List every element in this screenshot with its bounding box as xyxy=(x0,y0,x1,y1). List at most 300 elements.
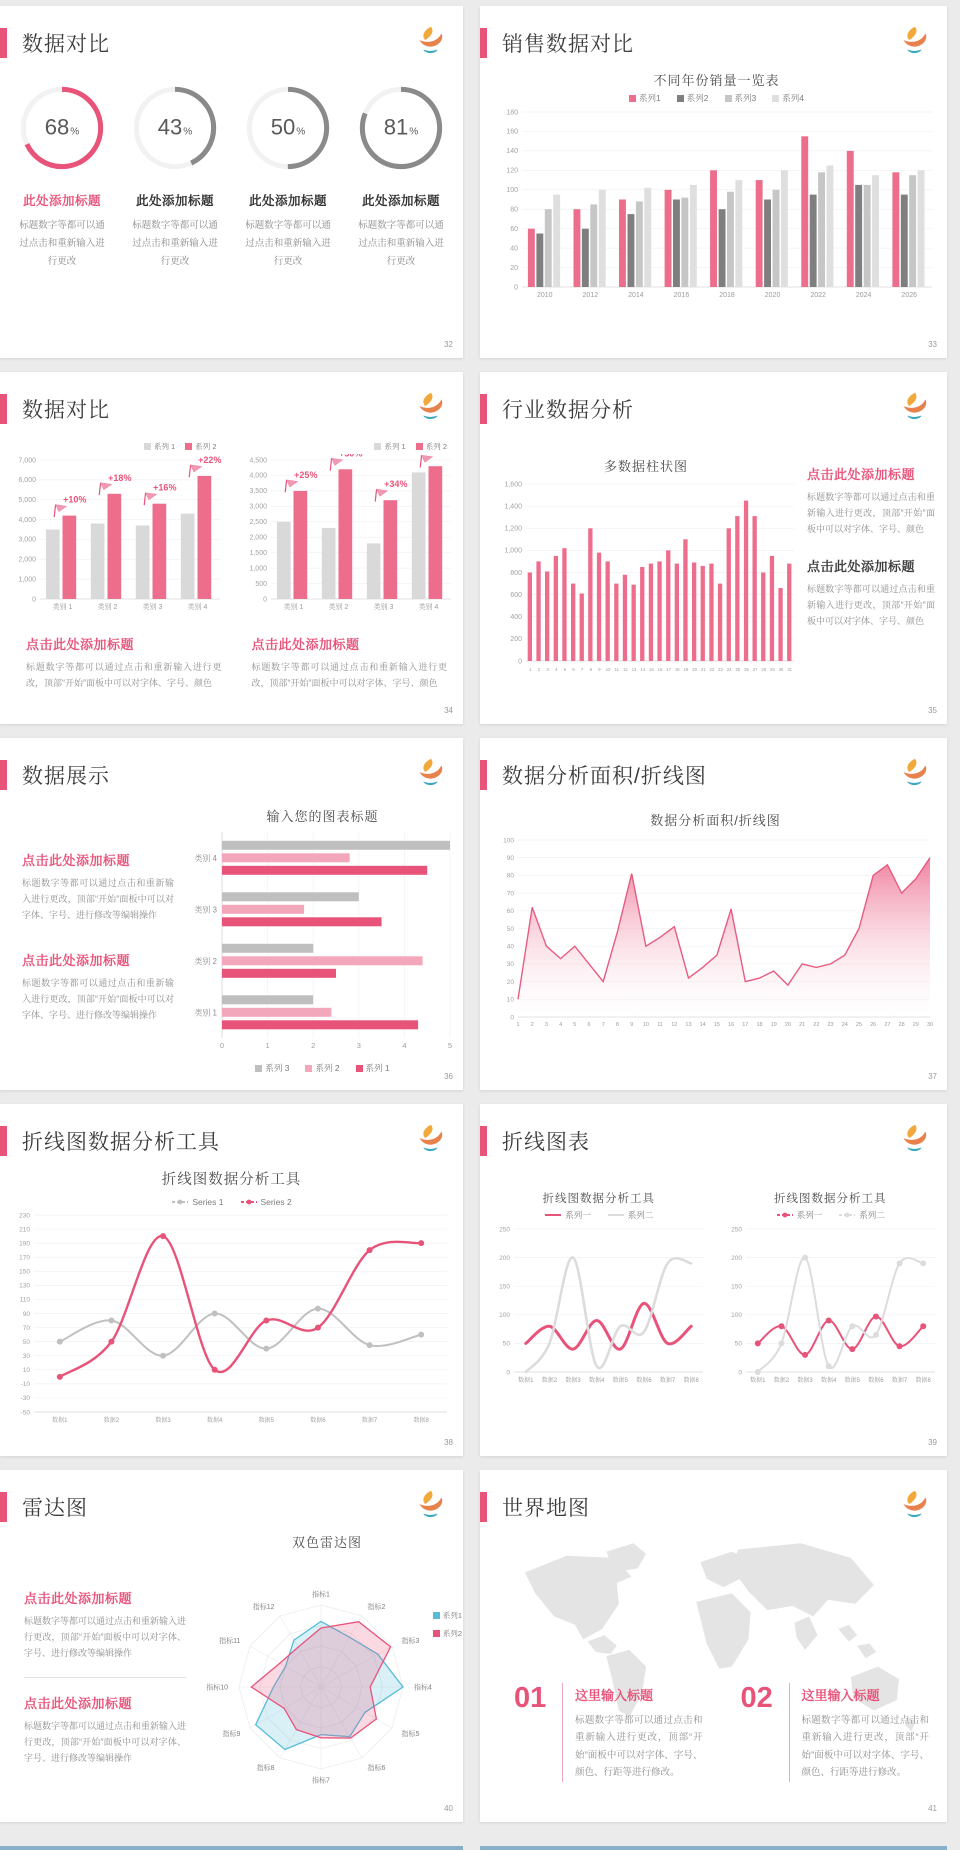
slide-thumbnail-39[interactable] xyxy=(480,1104,947,1456)
svg-text:3: 3 xyxy=(546,667,549,672)
svg-text:180: 180 xyxy=(506,109,518,117)
svg-text:50: 50 xyxy=(734,1340,742,1348)
legend-item: Series 1 xyxy=(171,1197,223,1207)
svg-text:2026: 2026 xyxy=(901,292,918,299)
svg-text:数据2: 数据2 xyxy=(773,1378,789,1384)
title-accent-bar xyxy=(0,1126,7,1156)
svg-text:40: 40 xyxy=(506,943,514,951)
chart-title: 折线图数据分析工具 xyxy=(161,1172,302,1188)
svg-text:+16%: +16% xyxy=(153,482,177,493)
svg-text:80: 80 xyxy=(506,872,514,880)
numbered-item-02 xyxy=(741,1683,930,1782)
svg-text:200: 200 xyxy=(499,1254,510,1262)
donut-text-line: 过点击和重新输入进 xyxy=(358,238,444,250)
svg-text:150: 150 xyxy=(499,1283,510,1291)
caption-title: 点击此处添加标题 xyxy=(22,853,131,868)
chart-legend xyxy=(433,1610,462,1639)
svg-text:210: 210 xyxy=(19,1226,30,1234)
title-accent-bar xyxy=(480,394,487,424)
caption-block xyxy=(22,950,174,1024)
donut-text-line: 行更改 xyxy=(47,256,77,268)
flag-icon xyxy=(142,491,158,505)
slide-title: 数据展示 xyxy=(22,765,110,788)
caption-block xyxy=(252,634,448,691)
brand-logo-icon xyxy=(411,1120,449,1158)
svg-text:43%: 43% xyxy=(157,114,193,140)
legend-item: 系列 2 xyxy=(305,1062,339,1074)
page-number: 36 xyxy=(444,1072,453,1081)
svg-text:30: 30 xyxy=(506,961,514,969)
svg-text:+50% xyxy=(339,454,362,458)
divider xyxy=(24,1677,186,1678)
page-number: 37 xyxy=(928,1072,937,1081)
legend-item: 系列一 xyxy=(565,1210,591,1220)
brand-logo-icon xyxy=(411,22,449,60)
svg-text:类别 4: 类别 4 xyxy=(194,853,217,863)
slide-title: 行业数据分析 xyxy=(502,399,634,422)
svg-text:68%: 68% xyxy=(44,114,80,140)
svg-text:250: 250 xyxy=(499,1226,510,1234)
flag-icon xyxy=(52,503,68,517)
legend-swatch xyxy=(772,95,779,102)
brand-logo-icon xyxy=(895,1486,933,1524)
svg-text:3: 3 xyxy=(544,1022,548,1028)
donut-item xyxy=(10,82,114,271)
svg-text:15: 15 xyxy=(713,1022,720,1028)
chart-svg xyxy=(488,1223,709,1387)
donut-item xyxy=(123,82,227,271)
svg-text:21: 21 xyxy=(700,667,706,672)
svg-text:2022: 2022 xyxy=(810,292,826,299)
flag-icon xyxy=(187,463,203,477)
svg-text:数据6: 数据6 xyxy=(310,1418,326,1424)
mini-line-chart-left xyxy=(488,1190,710,1392)
legend-swatch xyxy=(255,1065,262,1072)
svg-text:类别 3: 类别 3 xyxy=(194,905,217,915)
title-accent-bar xyxy=(0,760,7,790)
chart-svg xyxy=(198,1554,456,1812)
industry-bar-chart xyxy=(494,456,798,681)
legend-item: 系列 1 xyxy=(374,441,405,452)
caption-title: 点击此处添加标题 xyxy=(24,1591,133,1606)
caption-text: 标题数字等都可以通过点击和重新输入进行更改，顶部“开始”面板中可以对字体、字号、进行修改等编辑操作 xyxy=(22,977,174,1020)
svg-text:27: 27 xyxy=(752,667,758,672)
svg-text:60: 60 xyxy=(510,225,518,233)
svg-text:22: 22 xyxy=(709,667,715,672)
svg-text:2014: 2014 xyxy=(628,292,644,299)
svg-text:16: 16 xyxy=(657,667,663,672)
donut-ring xyxy=(129,82,221,174)
svg-text:30: 30 xyxy=(926,1022,934,1028)
svg-text:150: 150 xyxy=(19,1268,30,1276)
slide-thumbnail-35[interactable] xyxy=(480,372,947,724)
chart-svg xyxy=(492,832,936,1032)
svg-text:2012: 2012 xyxy=(582,292,599,299)
slide-title: 折线图表 xyxy=(502,1131,590,1154)
page-number: 38 xyxy=(444,1438,453,1447)
svg-text:120: 120 xyxy=(506,167,518,175)
svg-text:70: 70 xyxy=(506,890,514,898)
svg-text:1: 1 xyxy=(529,667,532,672)
legend-item: 系列 1 xyxy=(356,1062,390,1074)
slide-title: 销售数据对比 xyxy=(502,33,634,56)
donut-title: 此处添加标题 xyxy=(361,194,440,208)
legend-swatch xyxy=(416,443,423,450)
svg-text:指标8: 指标8 xyxy=(256,1765,275,1773)
line-chart xyxy=(8,1168,455,1432)
svg-text:18: 18 xyxy=(674,667,680,672)
legend-item: 系列4 xyxy=(772,92,804,104)
slide-thumbnail-37[interactable] xyxy=(480,738,947,1090)
chart-legend xyxy=(720,1209,942,1221)
legend-swatch xyxy=(144,443,151,450)
svg-text:7,000: 7,000 xyxy=(18,457,36,465)
caption-title: 点击此处添加标题 xyxy=(22,952,131,968)
svg-text:3,000: 3,000 xyxy=(248,503,267,511)
caption-block xyxy=(807,556,935,630)
donut-text-line: 过点击和重新输入进 xyxy=(245,238,331,250)
chart-svg xyxy=(8,1209,453,1427)
chart-svg xyxy=(720,1223,941,1387)
legend-swatch xyxy=(374,443,381,450)
next-row-slide-edge xyxy=(480,1846,947,1850)
svg-text:14: 14 xyxy=(699,1022,706,1028)
svg-text:0: 0 xyxy=(518,658,522,666)
svg-text:250: 250 xyxy=(730,1226,742,1234)
svg-text:指标3: 指标3 xyxy=(401,1638,420,1645)
svg-text:指标10: 指标10 xyxy=(206,1684,228,1692)
slide-title: 世界地图 xyxy=(502,1497,590,1520)
svg-text:数据1: 数据1 xyxy=(52,1418,68,1424)
slide-thumbnail-32[interactable] xyxy=(0,6,463,358)
svg-text:1,000: 1,000 xyxy=(504,547,522,555)
svg-text:数据5: 数据5 xyxy=(844,1378,860,1384)
svg-text:0: 0 xyxy=(737,1369,742,1377)
svg-text:24: 24 xyxy=(726,667,732,672)
svg-text:指标6: 指标6 xyxy=(367,1765,386,1773)
area-chart xyxy=(492,810,939,1037)
chart-title: 多数据柱状图 xyxy=(603,459,688,474)
svg-text:7: 7 xyxy=(601,1022,605,1028)
donut-chart-row xyxy=(10,82,453,271)
svg-text:4: 4 xyxy=(559,1022,563,1028)
svg-text:指标2: 指标2 xyxy=(367,1603,386,1611)
svg-text:数据5: 数据5 xyxy=(612,1378,628,1384)
legend-swatch xyxy=(629,95,636,102)
legend-item: 系列2 xyxy=(433,1628,462,1639)
svg-text:0: 0 xyxy=(219,1041,225,1050)
numbered-item-01 xyxy=(514,1683,703,1782)
item-number: 01 xyxy=(514,1681,547,1714)
svg-text:19: 19 xyxy=(770,1022,777,1028)
title-accent-bar xyxy=(480,1126,487,1156)
svg-text:130: 130 xyxy=(19,1282,30,1290)
svg-text:数据4: 数据4 xyxy=(207,1418,223,1424)
svg-text:类别 3: 类别 3 xyxy=(373,604,393,611)
svg-text:数据8: 数据8 xyxy=(683,1378,699,1384)
flag-icon xyxy=(418,454,434,468)
svg-text:18: 18 xyxy=(756,1022,763,1028)
slide-header xyxy=(480,26,947,62)
svg-text:数据7: 数据7 xyxy=(659,1378,676,1384)
donut-ring xyxy=(355,82,447,174)
mini-line-chart-right xyxy=(720,1190,942,1392)
svg-text:数据4: 数据4 xyxy=(820,1378,836,1384)
svg-text:230: 230 xyxy=(19,1212,30,1220)
svg-text:类别 4: 类别 4 xyxy=(187,604,208,611)
donut-title: 此处添加标题 xyxy=(248,194,327,208)
svg-text:600: 600 xyxy=(510,591,522,599)
svg-text:5: 5 xyxy=(447,1041,453,1050)
legend-swatch xyxy=(305,1065,312,1072)
donut-text-line: 标题数字等都可以通 xyxy=(19,220,105,231)
slide-thumbnail-41[interactable] xyxy=(480,1470,947,1822)
caption-text: 标题数字等都可以通过点击和重新输入进行更改，顶部“开始”面板中可以对字体、字号、进行修改等编辑操作 xyxy=(22,878,174,921)
caption-text: 标题数字等都可以通过点击和重新输入进行更改，顶部“开始”面板中可以对字体、字号、颜色 xyxy=(807,492,935,535)
svg-text:1: 1 xyxy=(516,1022,520,1028)
svg-text:800: 800 xyxy=(510,569,522,577)
svg-text:14: 14 xyxy=(640,667,646,672)
svg-text:50: 50 xyxy=(22,1338,30,1346)
page-number: 32 xyxy=(444,340,453,349)
svg-text:0: 0 xyxy=(262,596,267,604)
chart-legend xyxy=(8,441,225,452)
svg-text:27: 27 xyxy=(884,1022,891,1028)
svg-text:190: 190 xyxy=(19,1240,30,1248)
chart-title: 数据分析面积/折线图 xyxy=(650,813,781,828)
sales-bar-chart xyxy=(496,70,937,307)
legend-item: 系列二 xyxy=(838,1209,885,1221)
title-accent-bar xyxy=(480,1492,487,1522)
legend-swatch xyxy=(185,443,192,450)
slide-header xyxy=(0,26,463,62)
legend-item: 系列1 xyxy=(433,1610,462,1621)
slide-thumbnail-36[interactable] xyxy=(0,738,463,1090)
page-number: 41 xyxy=(928,1804,937,1813)
legend-item: Series 2 xyxy=(240,1197,292,1207)
donut-text-line: 过点击和重新输入进 xyxy=(19,238,105,250)
svg-text:25: 25 xyxy=(735,667,741,672)
svg-text:1,400: 1,400 xyxy=(504,503,522,511)
hbar-chart xyxy=(188,806,457,1076)
svg-text:28: 28 xyxy=(898,1022,905,1028)
svg-text:数据5: 数据5 xyxy=(258,1418,274,1424)
svg-text:数据8: 数据8 xyxy=(915,1378,931,1384)
chart-svg xyxy=(8,454,224,614)
svg-text:11: 11 xyxy=(614,667,619,672)
svg-text:指标4: 指标4 xyxy=(414,1684,432,1692)
svg-text:类别 2: 类别 2 xyxy=(328,604,348,611)
brand-logo-icon xyxy=(895,754,933,792)
svg-text:13: 13 xyxy=(685,1022,692,1028)
page-number: 40 xyxy=(444,1804,453,1813)
svg-text:22: 22 xyxy=(813,1022,820,1028)
svg-text:23: 23 xyxy=(827,1022,834,1028)
chart-title: 双色雷达图 xyxy=(291,1535,362,1550)
svg-text:160: 160 xyxy=(506,128,518,136)
svg-text:10: 10 xyxy=(642,1022,649,1028)
item-title: 这里输入标题 xyxy=(575,1687,654,1703)
donut-text-line: 行更改 xyxy=(386,256,416,268)
svg-text:30: 30 xyxy=(778,667,784,672)
brand-logo-icon xyxy=(895,1120,933,1158)
brand-logo-icon xyxy=(411,388,449,426)
title-accent-bar xyxy=(0,394,7,424)
svg-text:81%: 81% xyxy=(383,114,419,140)
slide-thumbnail-38[interactable] xyxy=(0,1104,463,1456)
svg-text:9: 9 xyxy=(598,667,601,672)
legend-item: 系列二 xyxy=(627,1210,654,1220)
donut-text-line: 行更改 xyxy=(160,256,190,268)
chart-svg xyxy=(239,454,455,614)
page-number: 33 xyxy=(928,340,937,349)
svg-text:26: 26 xyxy=(744,667,749,672)
svg-text:17: 17 xyxy=(666,667,671,672)
svg-text:1: 1 xyxy=(265,1041,270,1050)
donut-item xyxy=(236,82,340,271)
svg-text:24: 24 xyxy=(841,1022,848,1028)
svg-text:2016: 2016 xyxy=(673,292,690,299)
page-number: 34 xyxy=(444,706,453,715)
svg-text:类别 4: 类别 4 xyxy=(418,604,438,611)
item-number: 02 xyxy=(740,1681,773,1714)
flag-icon xyxy=(283,478,299,492)
legend-swatch xyxy=(433,1630,440,1637)
brand-logo-icon xyxy=(411,1486,449,1524)
legend-item: 系列 1 xyxy=(144,441,175,452)
chart-legend xyxy=(496,92,937,104)
caption-title: 点击此处添加标题 xyxy=(807,467,916,482)
slide-title: 数据分析面积/折线图 xyxy=(502,765,707,788)
legend-item: 系列 2 xyxy=(185,441,216,452)
donut-title: 此处添加标题 xyxy=(22,194,101,208)
svg-text:20: 20 xyxy=(784,1022,791,1028)
svg-text:6,000: 6,000 xyxy=(18,477,36,485)
svg-text:数据6: 数据6 xyxy=(867,1378,884,1384)
item-title: 这里输入标题 xyxy=(801,1687,880,1703)
svg-text:5: 5 xyxy=(573,1022,577,1028)
flag-icon xyxy=(328,456,344,470)
slide-header xyxy=(480,1124,947,1160)
slide-title: 折线图数据分析工具 xyxy=(22,1131,220,1154)
slide-thumbnail-34[interactable] xyxy=(0,372,463,724)
chart-title: 不同年份销量一览表 xyxy=(653,73,780,88)
svg-text:20: 20 xyxy=(506,978,514,986)
svg-text:+10%: +10% xyxy=(63,494,87,505)
svg-text:10: 10 xyxy=(506,996,514,1004)
chart-title: 折线图数据分析工具 xyxy=(542,1193,655,1205)
caption-block xyxy=(22,850,174,924)
title-accent-bar xyxy=(480,760,487,790)
donut-text-line: 行更改 xyxy=(273,256,303,268)
page-number: 39 xyxy=(928,1438,937,1447)
svg-text:数据1: 数据1 xyxy=(518,1378,534,1384)
slide-thumbnail-40[interactable] xyxy=(0,1470,463,1822)
svg-text:100: 100 xyxy=(506,187,518,195)
svg-text:+34%: +34% xyxy=(383,479,407,490)
svg-text:13: 13 xyxy=(631,667,637,672)
svg-text:90: 90 xyxy=(506,855,514,862)
chart-svg xyxy=(494,478,798,676)
svg-text:-10: -10 xyxy=(20,1381,30,1389)
svg-text:0: 0 xyxy=(510,1014,514,1022)
svg-text:2018: 2018 xyxy=(719,292,735,299)
svg-text:7: 7 xyxy=(581,667,584,672)
slide-thumbnail-33[interactable] xyxy=(480,6,947,358)
next-row-slide-edge xyxy=(0,1846,463,1850)
item-text: 标题数字等都可以通过点击和重新输入进行更改，顶部“开始”面板中可以对字体、字号、颜色、行距等进行修改。 xyxy=(575,1714,703,1779)
caption-text: 标题数字等都可以通过点击和重新输入进行更改，顶部“开始”面板中可以对字体、字号、进行修改等编辑操作 xyxy=(24,1616,187,1659)
legend-swatch xyxy=(433,1612,440,1619)
caption-block xyxy=(807,464,935,538)
svg-text:指标11: 指标11 xyxy=(219,1638,241,1645)
page-number: 35 xyxy=(928,706,937,715)
caption-block xyxy=(24,1693,186,1767)
svg-text:-50: -50 xyxy=(20,1409,30,1417)
svg-text:29: 29 xyxy=(770,667,775,672)
svg-text:40: 40 xyxy=(510,245,518,253)
brand-logo-icon xyxy=(411,754,449,792)
svg-text:50%: 50% xyxy=(270,114,306,140)
svg-text:10: 10 xyxy=(22,1367,30,1375)
donut-text-line: 标题数字等都可以通 xyxy=(245,220,331,231)
caption-block xyxy=(26,634,222,691)
svg-text:类别 1: 类别 1 xyxy=(283,604,303,611)
legend-swatch xyxy=(725,95,732,102)
svg-text:3,500: 3,500 xyxy=(248,488,267,496)
comparison-bar-chart-left xyxy=(8,438,225,619)
svg-text:0: 0 xyxy=(514,284,518,292)
comparison-bar-chart-right xyxy=(239,438,456,619)
svg-text:150: 150 xyxy=(730,1283,742,1291)
svg-text:2,000: 2,000 xyxy=(248,534,267,542)
svg-text:数据2: 数据2 xyxy=(103,1418,120,1424)
donut-ring xyxy=(16,82,108,174)
chart-legend xyxy=(8,1197,455,1207)
svg-text:10: 10 xyxy=(605,667,611,672)
svg-text:指标7: 指标7 xyxy=(312,1777,330,1785)
svg-text:类别 2: 类别 2 xyxy=(194,956,217,966)
svg-text:1,500: 1,500 xyxy=(248,549,267,557)
svg-text:2,500: 2,500 xyxy=(248,519,267,527)
legend-item: 系列2 xyxy=(677,92,709,104)
svg-text:2: 2 xyxy=(530,1022,534,1028)
svg-text:1,000: 1,000 xyxy=(18,576,36,584)
svg-text:12: 12 xyxy=(623,667,628,672)
caption-title: 点击此处添加标题 xyxy=(807,558,916,574)
svg-text:50: 50 xyxy=(506,925,514,933)
svg-text:4: 4 xyxy=(555,667,558,672)
legend-swatch xyxy=(356,1065,363,1072)
caption-title: 点击此处添加标题 xyxy=(24,1695,133,1711)
slide-header xyxy=(480,758,947,794)
svg-text:4: 4 xyxy=(402,1041,407,1050)
svg-text:4,000: 4,000 xyxy=(248,472,267,480)
slide-title: 雷达图 xyxy=(22,1497,88,1520)
svg-text:-30: -30 xyxy=(20,1395,30,1403)
svg-text:类别 1: 类别 1 xyxy=(194,1008,217,1018)
svg-text:5: 5 xyxy=(563,667,567,672)
svg-text:200: 200 xyxy=(510,636,522,644)
svg-text:19: 19 xyxy=(683,667,689,672)
svg-text:3,000: 3,000 xyxy=(18,536,36,544)
svg-text:数据1: 数据1 xyxy=(749,1378,765,1384)
svg-text:100: 100 xyxy=(730,1312,742,1320)
legend-item: 系列3 xyxy=(725,92,757,104)
chart-legend xyxy=(488,1209,710,1221)
svg-text:400: 400 xyxy=(510,614,522,622)
svg-text:数据3: 数据3 xyxy=(155,1418,171,1424)
